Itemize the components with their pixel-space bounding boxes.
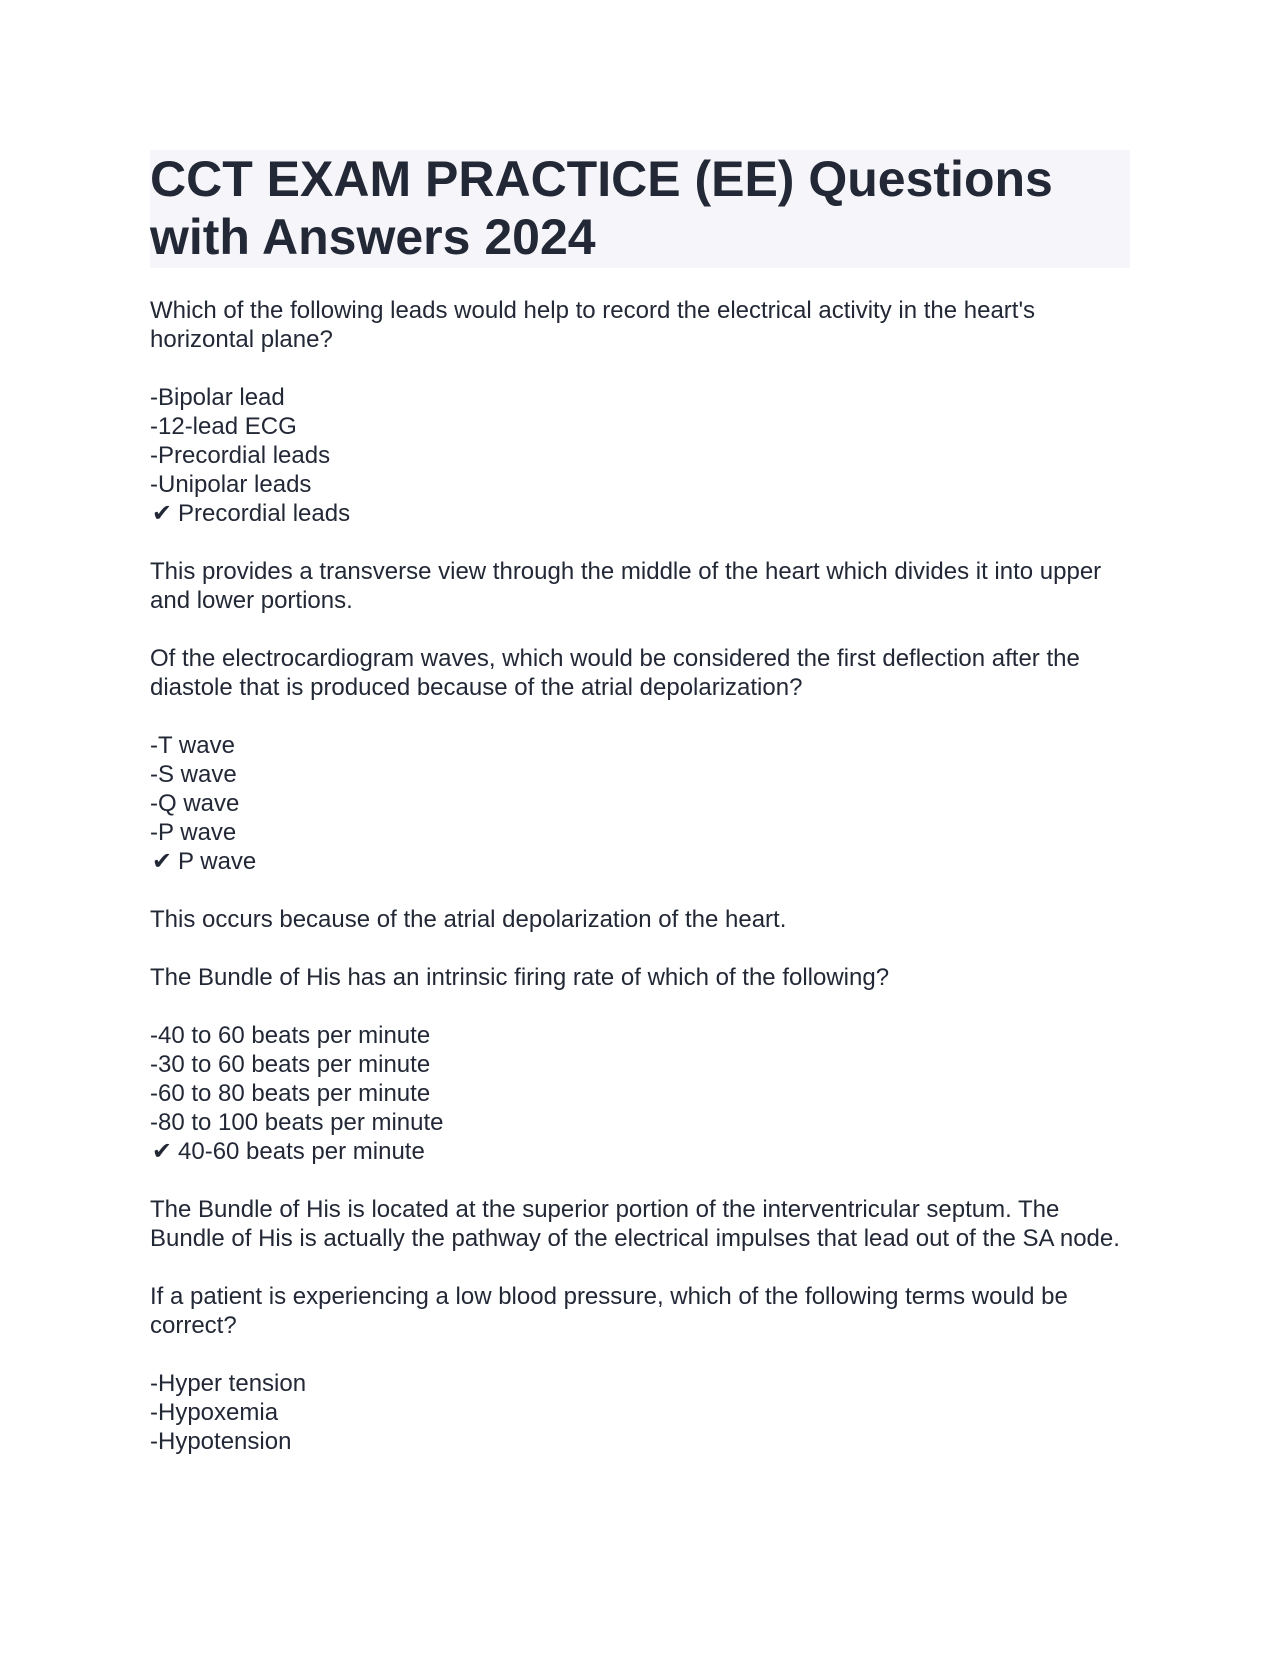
question-2-explanation-block bbox=[150, 905, 1130, 934]
checkmark-icon: ✔ bbox=[151, 848, 172, 875]
question-2-answer bbox=[150, 847, 1130, 876]
question-2-explanation: This occurs because of the atrial depolarization of the heart. bbox=[150, 906, 787, 933]
question-4-text: If a patient is experiencing a low blood pressure, which of the following terms would be correct? bbox=[150, 1283, 1068, 1339]
question-1-text: Which of the following leads would help to record the electrical activity in the heart's horizontal plane? bbox=[150, 297, 1036, 353]
question-3-answer bbox=[150, 1137, 1130, 1166]
question-2-option-3: -Q wave bbox=[150, 790, 240, 817]
question-1-text-block bbox=[150, 296, 1130, 354]
question-3-options bbox=[150, 1021, 1130, 1166]
question-2-option-4: -P wave bbox=[150, 819, 237, 846]
question-1-options bbox=[150, 383, 1130, 528]
question-2-options bbox=[150, 731, 1130, 876]
checkmark-icon: ✔ bbox=[151, 500, 172, 527]
question-2-answer-text: P wave bbox=[178, 848, 257, 875]
question-3-text: The Bundle of His has an intrinsic firing rate of which of the following? bbox=[150, 964, 890, 991]
question-1-option-1: -Bipolar lead bbox=[150, 384, 285, 411]
document-content bbox=[150, 296, 1130, 1456]
question-3-option-3: -60 to 80 beats per minute bbox=[150, 1080, 431, 1107]
question-3-option-1: -40 to 60 beats per minute bbox=[150, 1022, 431, 1049]
question-4-option-1: -Hyper tension bbox=[150, 1370, 307, 1397]
question-3-explanation: The Bundle of His is located at the superior portion of the interventricular septum. The Bundle of His is actually the pathway of the electrical impulses that lead out of the SA node. bbox=[150, 1196, 1120, 1252]
question-4-option-2: -Hypoxemia bbox=[150, 1399, 279, 1426]
checkmark-icon: ✔ bbox=[151, 1138, 172, 1165]
title-banner bbox=[150, 150, 1130, 268]
question-4-options bbox=[150, 1369, 1130, 1456]
question-1-option-3: -Precordial leads bbox=[150, 442, 331, 469]
question-3-option-2: -30 to 60 beats per minute bbox=[150, 1051, 431, 1078]
question-1-explanation: This provides a transverse view through the middle of the heart which divides it into upper and lower portions. bbox=[150, 558, 1102, 614]
document-title: CCT EXAM PRACTICE (EE) Questions with Answers 2024 bbox=[150, 151, 1053, 265]
question-3-explanation-block bbox=[150, 1195, 1130, 1253]
question-1-option-4: -Unipolar leads bbox=[150, 471, 312, 498]
question-4-option-3: -Hypotension bbox=[150, 1428, 292, 1455]
question-2-text-block bbox=[150, 644, 1130, 702]
question-3-text-block bbox=[150, 963, 1130, 992]
question-3-option-4: -80 to 100 beats per minute bbox=[150, 1109, 444, 1136]
question-2-text: Of the electrocardiogram waves, which would be considered the first deflection after the diastole that is produced because of the atrial depolarization? bbox=[150, 645, 1080, 701]
question-1-answer-text: Precordial leads bbox=[178, 500, 351, 527]
document-page bbox=[150, 150, 1130, 1485]
question-1-explanation-block bbox=[150, 557, 1130, 615]
question-1-option-2: -12-lead ECG bbox=[150, 413, 297, 440]
question-1-answer bbox=[150, 499, 1130, 528]
question-2-option-1: -T wave bbox=[150, 732, 235, 759]
question-4-text-block bbox=[150, 1282, 1130, 1340]
question-3-answer-text: 40-60 beats per minute bbox=[178, 1138, 425, 1165]
question-2-option-2: -S wave bbox=[150, 761, 237, 788]
